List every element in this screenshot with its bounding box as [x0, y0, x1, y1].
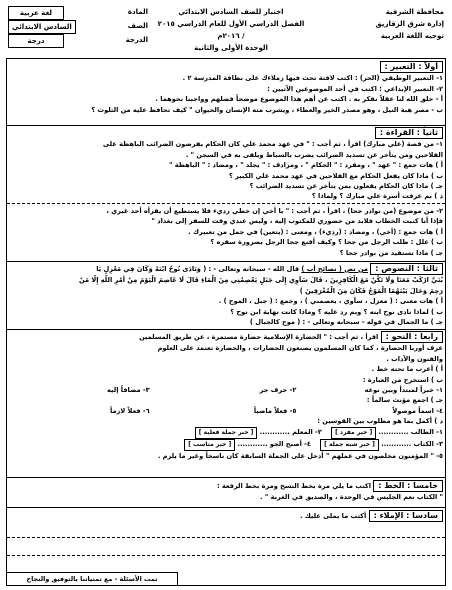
class-value: السادس الابتدائي — [8, 20, 76, 34]
fill-hint: [ خبر مناسب ] — [184, 439, 235, 451]
fill-hint: [ خبر شبه جملة ] — [320, 439, 379, 451]
passage-line: والفنون والآداب . — [386, 354, 443, 363]
section-dictation — [9, 510, 443, 522]
footer-note: تمت الأسئلة - مع تمنياتنا بالتوفيق والنجاح — [6, 572, 178, 586]
section-title: سادساً : الإملاء : — [369, 510, 443, 522]
exam-title: اختبار للصف السادس الابتدائي — [178, 8, 284, 16]
class-row — [8, 20, 148, 34]
fill-hint: [ خبر مفرد ] — [331, 427, 376, 439]
class-label: الصف — [127, 22, 148, 30]
extract-grid-1 — [9, 385, 443, 395]
fill-row — [9, 427, 443, 439]
question-line: ب ) ماذا كان يفعل الحكام مع الفلاحين في عهد محمد علي الكبير ؟ — [228, 171, 443, 180]
exam-frame — [6, 58, 446, 586]
section-expression — [9, 61, 443, 115]
grid-item: ٢- حرف جر — [259, 386, 297, 395]
question-line: أ - خلق الله لنا عقلاً نفكر به . اكتب عن أهم هذا الموضوع موضحاً فضلهم وواجبنا نحوهما . — [155, 95, 443, 104]
question-line: ١- التعبير الوظيفي (الحر) : اكتب لافتة تحث فيها زملاءك على نظافة المدرسة ٢ . — [182, 74, 443, 83]
section-handwriting — [9, 480, 443, 503]
header-admin-block — [349, 6, 444, 42]
verse-line: بُنَيَّ ارْكَبْ مَعَنَا وَلَا تَكُنْ مَعَ الْكَافِرِينَ ، قَالَ سَآوِي إِلَى جَبَلٍ يَعْصِمُنِي مِنَ الْمَاءِ قَالَ لَا عَاصِمَ الْيَوْمَ مِنْ أَمْرِ اللَّهِ إِلَّا مَنْ — [79, 276, 443, 285]
fill-row — [9, 439, 443, 451]
header-title-block — [156, 6, 306, 54]
question-line: فإذا أنا كتبت الخطاب فلابد من حضوري للمكتوب إليه ، وليس عندي وقت للسفر إلى بغداد " — [151, 217, 443, 226]
section-title: ثانياً : القراءة : — [375, 127, 443, 139]
passage-line: عرف أوربا الحضارة ، كما كان المسلمون يصنعون الحضارات ، والحضارة تعتمد على العلوم — [157, 344, 443, 353]
question-line: أ ) هات جمع : (أخي) ، ومضاد : (رديء) ، ومعنى : (يتعين) في جمل من تعبيرك . — [188, 227, 443, 236]
grade-value: درجة — [8, 34, 64, 48]
grid-item: ١- خبراً لمبتدأ وبين نوعه — [364, 386, 443, 395]
question-line: ب ) استخرج من العبارة : — [362, 375, 443, 384]
question-line: د ) بم عرفت أسرة علي مبارك ؟ ولماذا ؟ — [311, 192, 443, 201]
header-info-block — [8, 6, 148, 48]
unit-line: الوحدة الأولى والثانية — [194, 44, 268, 52]
question-line: د ) أكمل بما هو مطلوب بين القوسين : — [317, 417, 443, 426]
administration: إدارة شرق الزقازيق — [375, 20, 444, 28]
question-line: أ ) هات جمع : " عهد " ، ومفرد : " الحكام " ، ومرادف : " يجلد " ، ومضاد : " الباهظة " — [168, 161, 443, 170]
question-line: جـ ) ما الجمال في قوله - سبحانه وتعالى - : ( موج كالجبال ) — [249, 318, 443, 327]
fill-item: ٣- الكتاب ............ — [381, 440, 443, 449]
extract-grid-2 — [9, 406, 443, 416]
question-line: ب - مصر هبة النيل ، وهو مصدر الخير والعطاء ، ويشرب منه الإنسان والحيوان " كيف تحافظ عليه من التلوث ؟ — [91, 105, 443, 114]
subject-row — [8, 6, 148, 20]
question-line: أكتب ما يملى عليك . — [299, 512, 367, 520]
grid-item: ٦- فعلاً لازماً — [110, 406, 150, 415]
section-reading-2 — [9, 206, 443, 258]
question-line: جـ ) ماذا كان الحكام يفعلون بمن يتأخر عن تسديد الضرائب ؟ — [249, 182, 443, 191]
question-line: قال الله - سبحانه وتعالى - : ( وَنَادَى نُوحٌ ابْنَهُ وَكَانَ فِي مَعْزِلٍ يَا — [96, 265, 300, 273]
question-line: ١- من قصة (علي مبارك) اقرأ ، ثم أجب : " في عهد محمد علي كان الحكام يفرضون الضرائب الباهظة على — [102, 140, 443, 149]
question-line: ٢- التعبير الإبداعي : اكتب في أحد الموضوعين الآتيين : — [267, 84, 443, 93]
question-line: جـ ) ماذا تستفيد من نوادر جحا ؟ — [339, 248, 443, 257]
answer-line — [7, 537, 445, 538]
question-line: جـ ) اجمع مؤنث سالماً : — [366, 396, 443, 405]
exam-header — [6, 4, 446, 56]
question-line: ٥- " المؤمنون مخلصون في عملهم " أدخل على الجملة السابقة كان ناسخاً وغير ما يلزم . — [157, 452, 443, 461]
divider — [7, 507, 445, 508]
divider — [7, 203, 445, 204]
fill-item: ١- الطالب ............ — [378, 427, 443, 436]
text-subtitle: من نص ( نصائح أب ) — [301, 265, 368, 273]
section-title: أولاً : التعبير : — [380, 61, 443, 73]
fill-hint: [ خبر جملة فعلية ] — [195, 427, 258, 439]
question-line: اقرأ ، ثم أجب : " الحضارة الإسلامية حضارة مستمرة ، عن طريق المسلمين — [139, 333, 379, 341]
grid-item: ٥- فعلاً ماضياً — [253, 406, 297, 415]
question-line: الفلاحين ومن يتأخر عن تسديد الضرائب يضرب بالسياط ويلقى به في السجن " . — [185, 150, 443, 159]
subject-label: المادة — [127, 8, 148, 16]
divider — [7, 125, 445, 126]
subject-value: لغة عربية — [8, 6, 64, 20]
question-line: أ ) هات معنى : ( معزل ، سآوي ، يعصمني ) ، وجمع : ( جبل ، الموج ) . — [218, 297, 443, 306]
section-texts — [9, 263, 443, 327]
question-line: ٢- من موضوع (من نوادر جحا) ، اقرأ ، ثم أجب : " يا أخي إن خطي رديء فلا يستطيع أن يقرأه أحد غيري ، — [106, 207, 443, 215]
verse-line: رَحِمَ وَحَالَ بَيْنَهُمَا الْمَوْجُ فَكَانَ مِنَ الْمُغْرَقِينَ ) — [299, 286, 443, 295]
copy-line: " الكتاب نعم الجليس في الوحدة ، والصديق في الغربة " . — [260, 493, 443, 502]
question-line: اكتب ما يلي مرة بخط النسخ ومرة بخط الرقعة : — [216, 482, 371, 490]
fill-item: ٤- أصبح الجو ............ — [237, 440, 311, 449]
section-title: ثالثاً : النصوص : — [370, 263, 443, 275]
question-line: ب ) علل : طلب الرجل من جحا ؟ وكيف أقنع جحا الرجل بضرورة سفره ؟ — [210, 238, 443, 247]
section-title: رابعاً : النحو : — [381, 331, 443, 343]
term-line: الفصل الدراسي الأول للعام الدراسي ٢٠١٥ / ٢٠١٦م — [157, 20, 305, 40]
divider — [7, 329, 445, 330]
grade-row — [8, 34, 148, 48]
grade-label: الدرجة — [125, 36, 148, 44]
section-title: خامساً : الخط : — [373, 480, 443, 492]
divider — [7, 261, 445, 262]
governorate: محافظة الشرقية — [385, 8, 444, 16]
department: توجيه اللغة العربية — [380, 32, 444, 40]
question-line: ب ) لماذا نادى نوح ابنه ؟ وبم رد عليه ؟ وماذا كانت نهاية ابن نوح ؟ — [230, 307, 443, 316]
grid-item: ٣- مضافاً إليه — [107, 386, 150, 395]
section-grammar — [9, 331, 443, 462]
section-reading — [9, 127, 443, 202]
question-line: أ ) أعرب ما تحته خط . — [371, 365, 443, 374]
grid-item: ٤- اسماً موصولاً — [392, 406, 443, 415]
fill-item: ٢- المعلم ............ — [259, 427, 322, 436]
answer-line — [7, 555, 445, 556]
divider — [7, 477, 445, 478]
